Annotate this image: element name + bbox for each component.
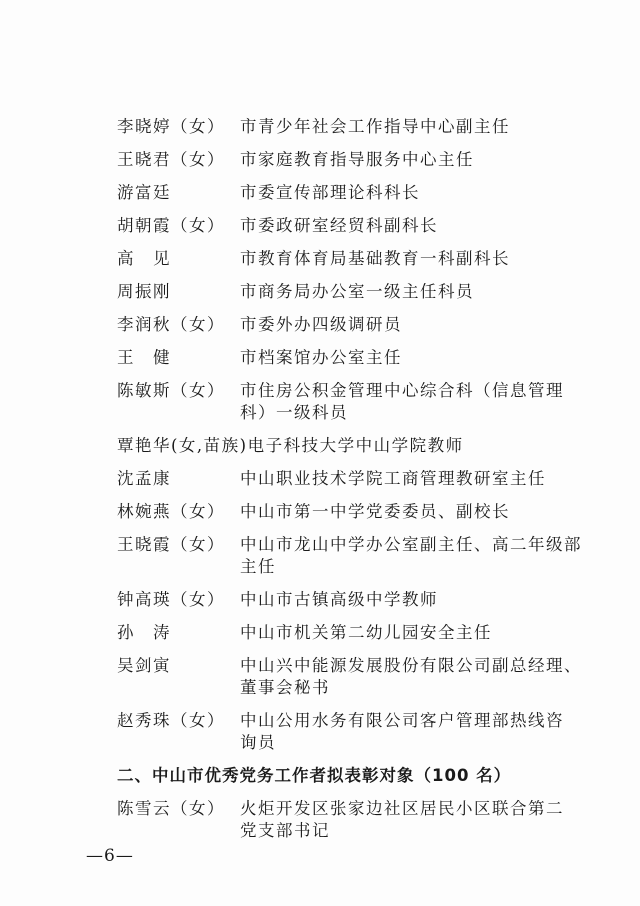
honoree-name: 李晓婷（女） bbox=[117, 117, 225, 136]
page-number: —6— bbox=[86, 846, 134, 866]
honoree-title: 中山市龙山中学办公室副主任、高二年级部 主任 bbox=[240, 535, 582, 576]
honoree-name: 林婉燕（女） bbox=[117, 502, 225, 521]
section-heading: 二、中山市优秀党务工作者拟表彰对象（100 名） bbox=[117, 766, 512, 785]
honoree-title: 市档案馆办公室主任 bbox=[240, 348, 402, 367]
honoree-title: 市委政研室经贸科副科长 bbox=[240, 216, 438, 235]
honoree-name: 王晓君（女） bbox=[117, 150, 225, 169]
honoree-name: 沈孟康 bbox=[117, 469, 171, 488]
honoree-name: 陈雪云（女） bbox=[117, 799, 225, 818]
honoree-name: 胡朝霞（女） bbox=[117, 216, 225, 235]
honoree-row bbox=[117, 149, 587, 171]
honoree-row bbox=[117, 798, 587, 842]
honoree-title: 市青少年社会工作指导中心副主任 bbox=[240, 117, 510, 136]
honoree-name: 王 健 bbox=[117, 348, 171, 367]
honoree-row bbox=[117, 281, 587, 303]
honoree-title: 市委宣传部理论科科长 bbox=[240, 183, 420, 202]
honoree-name: 周振刚 bbox=[117, 282, 171, 301]
honoree-row bbox=[117, 435, 587, 457]
honoree-title: 中山职业技术学院工商管理教研室主任 bbox=[240, 469, 546, 488]
honoree-name: 覃艳华(女,苗族) bbox=[117, 436, 248, 455]
honoree-name: 王晓霞（女） bbox=[117, 535, 225, 554]
list-before bbox=[117, 116, 587, 754]
honoree-row bbox=[117, 248, 587, 270]
honoree-title: 市商务局办公室一级主任科员 bbox=[240, 282, 474, 301]
list-after bbox=[117, 798, 587, 842]
honoree-name: 游富廷 bbox=[117, 183, 171, 202]
honoree-row bbox=[117, 215, 587, 237]
honoree-row bbox=[117, 380, 587, 424]
honoree-title: 中山市机关第二幼儿园安全主任 bbox=[240, 623, 492, 642]
honoree-list bbox=[117, 116, 587, 853]
honoree-title: 电子科技大学中山学院教师 bbox=[247, 436, 464, 455]
honoree-name: 陈敏斯（女） bbox=[117, 381, 225, 400]
honoree-row bbox=[117, 182, 587, 204]
honoree-title: 市住房公积金管理中心综合科（信息管理 科）一级科员 bbox=[240, 381, 564, 422]
honoree-name: 高 见 bbox=[117, 249, 171, 268]
honoree-row bbox=[117, 534, 587, 578]
honoree-title: 中山市第一中学党委委员、副校长 bbox=[240, 502, 510, 521]
honoree-row bbox=[117, 347, 587, 369]
honoree-name: 吴剑寅 bbox=[117, 656, 171, 675]
honoree-name: 孙 涛 bbox=[117, 623, 171, 642]
honoree-name: 李润秋（女） bbox=[117, 315, 225, 334]
honoree-row bbox=[117, 655, 587, 699]
honoree-title: 中山兴中能源发展股份有限公司副总经理、 董事会秘书 bbox=[240, 656, 582, 697]
honoree-title: 市家庭教育指导服务中心主任 bbox=[240, 150, 474, 169]
honoree-row bbox=[117, 501, 587, 523]
honoree-row bbox=[117, 710, 587, 754]
honoree-row bbox=[117, 468, 587, 490]
honoree-title: 中山公用水务有限公司客户管理部热线咨 询员 bbox=[240, 711, 564, 752]
honoree-title: 火炬开发区张家边社区居民小区联合第二 党支部书记 bbox=[240, 799, 564, 840]
honoree-title: 市委外办四级调研员 bbox=[240, 315, 402, 334]
honoree-row bbox=[117, 589, 587, 611]
honoree-row bbox=[117, 116, 587, 138]
honoree-name: 赵秀珠（女） bbox=[117, 711, 225, 730]
honoree-title: 市教育体育局基础教育一科副科长 bbox=[240, 249, 510, 268]
honoree-row bbox=[117, 314, 587, 336]
honoree-name: 钟高瑛（女） bbox=[117, 590, 225, 609]
honoree-row bbox=[117, 622, 587, 644]
honoree-title: 中山市古镇高级中学教师 bbox=[240, 590, 438, 609]
